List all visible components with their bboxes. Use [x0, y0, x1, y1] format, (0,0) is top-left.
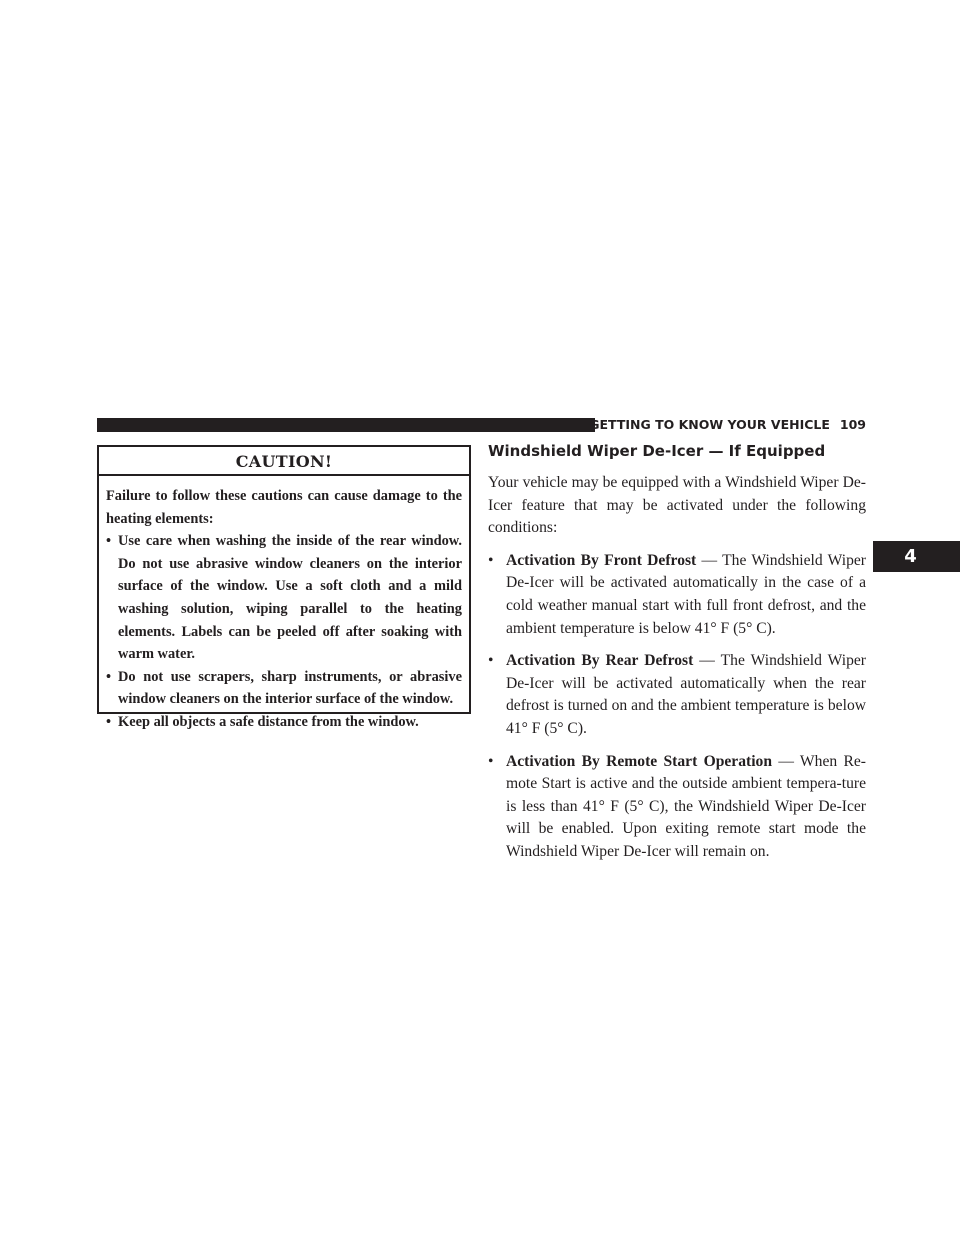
activation-item: [488, 751, 866, 864]
bullet-icon: •: [106, 533, 112, 550]
chapter-tab: 4: [873, 541, 960, 572]
activation-list: [488, 550, 866, 864]
bullet-icon: •: [488, 652, 494, 670]
caution-intro: Failure to follow these cautions can cause damage to the heating elements:: [106, 488, 462, 527]
caution-title: CAUTION!: [99, 447, 469, 476]
caution-item-text: Keep all objects a safe distance from the window.: [118, 713, 419, 730]
caution-item-text: Use care when washing the inside of the rear window. Do not use abrasive window cleaners on the interior surface of the window. Use a soft cloth and a mild washing solution, wiping parallel to the heating elements. Labels can be peeled off after soaking with warm water.: [118, 533, 462, 663]
activation-text: — The Windshield Wiper De-Icer will be activated automatically in the case of a cold weather manual start with full front defrost, and the ambient temperature is below 41° F (5° C).: [506, 551, 866, 637]
section-heading: Windshield Wiper De-Icer — If Equipped: [488, 442, 826, 460]
activation-title: Activation By Remote Start Operation: [506, 752, 773, 770]
activation-title: Activation By Rear Defrost: [506, 652, 694, 670]
deicer-section: [488, 439, 866, 874]
section-title: GETTING TO KNOW YOUR VEHICLE: [589, 417, 830, 432]
page-number: 109: [839, 417, 866, 432]
activation-item: [488, 650, 866, 740]
activation-item: [488, 550, 866, 640]
caution-item-text: Do not use scrapers, sharp instruments, or abrasive window cleaners on the interior surface of the window.: [118, 668, 462, 708]
caution-item: [106, 530, 462, 666]
activation-text: — The Windshield Wiper De-Icer will be activated automatically when the rear defrost is turned on and the ambient temperature is below 41° F (5° C).: [506, 652, 866, 737]
bullet-icon: •: [488, 551, 494, 569]
caution-item: [106, 666, 462, 711]
caution-item: [106, 711, 462, 734]
activation-text: — When Re-mote Start is active and the outside ambient tempera-ture is less than 41° F (5° C), the Windshield Wiper De-Icer will be enabled. Upon exiting remote start mode the Windshield Wiper De-Icer will remain on.: [506, 752, 866, 860]
bullet-icon: •: [488, 752, 494, 770]
deicer-intro: Your vehicle may be equipped with a Windshield Wiper De-Icer feature that may be activated under the following conditions:: [488, 474, 866, 537]
caution-list: [106, 530, 462, 733]
caution-body: [99, 476, 469, 734]
running-head: [589, 417, 866, 432]
activation-title: Activation By Front Defrost: [506, 551, 697, 569]
caution-box: [97, 445, 471, 730]
bullet-icon: •: [106, 713, 112, 730]
bullet-icon: •: [106, 668, 112, 685]
header-rule-bar: [97, 418, 595, 432]
